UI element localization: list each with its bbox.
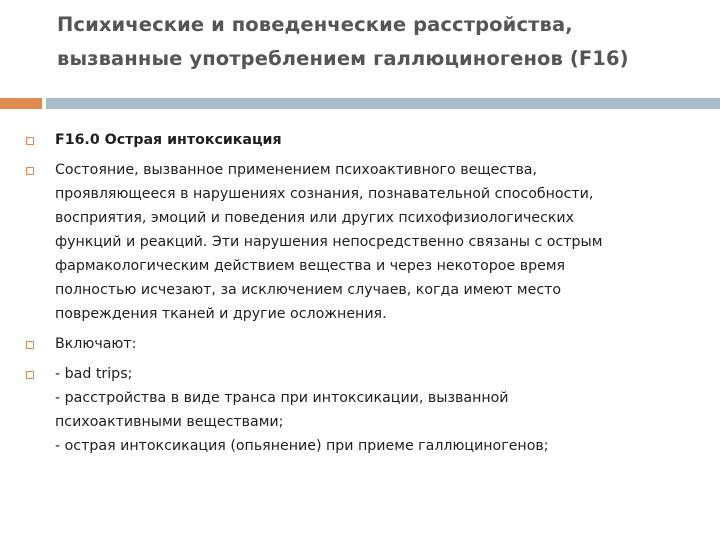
bullet-list [26,128,686,464]
item-text-line: Состояние, вызванное применением психоактивного вещества, [55,162,538,178]
accent-bar-blue [46,98,720,109]
item-text-line: восприятия, эмоций и поведения или других психофизиологических [55,210,575,226]
item-text-line: проявляющееся в нарушениях сознания, познавательной способности, [55,186,594,202]
list-item [26,128,686,152]
item-heading: F16.0 Острая интоксикация [55,132,282,148]
item-text-line: - острая интоксикация (опьянение) при приеме галлюциногенов; [55,438,549,454]
item-text-line: Включают: [55,336,137,352]
item-text-line: - расстройства в виде транса при интоксикации, вызванной [55,390,509,406]
title-line-1: Психические и поведенческие расстройства, [57,13,573,36]
list-item [26,158,686,326]
item-text-line: - bad trips; [55,366,133,382]
square-bullet-icon [26,341,34,349]
square-bullet-icon [26,167,34,175]
item-text-line: повреждения тканей и другие осложнения. [55,306,387,322]
item-text-line: функций и реакций. Эти нарушения непосредственно связаны с острым [55,234,603,250]
square-bullet-icon [26,371,34,379]
list-item [26,362,686,458]
square-bullet-icon [26,137,34,145]
item-text-line: полностью исчезают, за исключением случаев, когда имеют место [55,282,562,298]
item-text-line: фармакологическим действием вещества и через некоторое время [55,258,566,274]
slide-title [57,8,697,76]
accent-bar-orange [0,98,42,109]
item-text-line: психоактивными веществами; [55,414,284,430]
title-line-2: вызванные употреблением галлюциногенов (F16) [57,47,629,70]
list-item [26,332,686,356]
